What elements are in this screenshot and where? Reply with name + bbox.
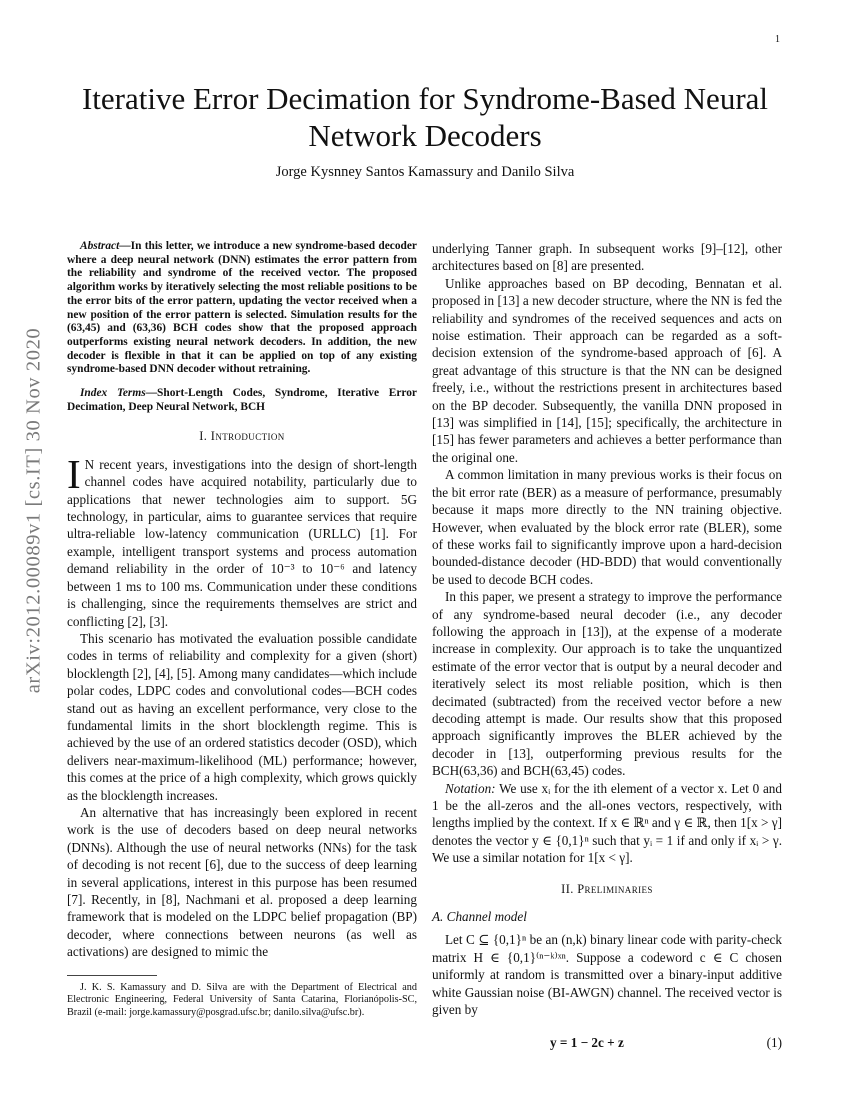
intro-paragraph-1-text: N recent years, investigations into the design of short-length channel codes have acquired notability, particularly due to applications that newer technologies aim to support. 5G technology, in particular, aims to guarantee services that require ultra-reliable low-latency communication (URLLC) [1]. For example, intelligent transport systems and process automation demand reliability in the order of 10⁻³ to 10⁻⁶ and latency between 1 ms to 100 ms. Communication under these conditions is challenging, since the requirements themselves are strict and conflicting [2], [3].: [67, 456, 417, 629]
drop-cap: I: [67, 450, 81, 497]
intro-paragraph-2: This scenario has motivated the evaluation possible candidate codes in terms of reliability and complexity for a given (short) blocklength [2], [4], [5]. Among many candidates—which include polar codes, LDPC codes and convolutional codes—BCH codes stand out as having an excellent performance, very close to the fundamental limits in the short blocklength regime. This is achieved by the use of an ordered statistics decoder (OSD), which delivers near-maximum-likelihood (ML) performance; however, this comes at the price of a high complexity, which grows quickly as the blocklength increases.: [67, 630, 417, 803]
abstract-lead: Abstract: [80, 240, 120, 252]
arxiv-identifier: arXiv:2012.00089v1 [cs.IT] 30 Nov 2020: [22, 327, 45, 693]
right-paragraph-1: underlying Tanner graph. In subsequent works [9]–[12], other architectures based on [8] are presented.: [432, 241, 782, 274]
paper-title: Iterative Error Decimation for Syndrome-Based Neural Network Decoders: [81, 81, 769, 153]
right-paragraph-2: Unlike approaches based on BP decoding, Bennatan et al. proposed in [13] a new decoder structure, where the NN is fed the reliability and syndromes of the received sequences and acts on noise estimation. Their approach can be regarded as a soft-decision extension of the syndrome-based approach of [6]. A great advantage of this structure is that the NN can be designed freely, i.e., without the restrictions present in architectures based on the BP decoder. Subsequently, the vanilla DNN proposed in [13] was simplified in [14], [15]; specifically, the architecture in [15] has fewer parameters and achieves a better performance than the original one.: [432, 275, 782, 465]
index-terms-lead: Index Terms: [80, 387, 146, 400]
notation-lead: Notation:: [445, 780, 496, 796]
section-heading-introduction: I. Introduction: [199, 429, 285, 444]
equation-number: (1): [766, 1035, 782, 1051]
index-terms: [67, 387, 417, 414]
right-paragraph-4: In this paper, we present a strategy to improve the performance of any syndrome-based neural decoder (i.e., any decoder following the approach in [13]), at the expense of a moderate increase in complexity. Our approach is to take the unquantized estimate of the error vector that is output by a neural decoder and iteratively select its most reliable position, which is then decimated (subtracted) from the received vector before a new decoding attempt is made. Our results show that this proposed approach significantly improves the BLER achieved by the decoder in [13], outperforming previous results for the BCH(63,36) and BCH(63,45) codes.: [432, 589, 782, 779]
notation-paragraph: [432, 780, 782, 867]
equation-1: [432, 1034, 782, 1051]
intro-paragraph-3: An alternative that has increasingly been explored in recent work is the use of decoders based on deep neural networks (DNNs). Although the use of neural networks (NNs) for the task of decoding is not recent [6], due to the success of deep learning in several applications, interest in this purpose has been resumed [7]. Recently, in [8], Nachmani et al. proposed a deep learning framework that is modeled on the LDPC belief propagation (BP) decoder, where connections between neurons (as well as activations) are designed to mimic the: [67, 804, 417, 960]
abstract-text: —In this letter, we introduce a new syndrome-based decoder where a deep neural network (DNN) estimates the error pattern from the reliability and syndrome of the received vector. The proposed algorithm works by iteratively selecting the most reliable positions to be the error bits of the error pattern, updating the vector received when a new position of the error pattern is selected. Simulation results for the (63,45) and (63,36) BCH codes show that the proposed approach outperforms existing neural network decoders. In addition, the new decoder is flexible in that it can be applied on top of any existing syndrome-based DNN decoder without retraining.: [67, 240, 417, 376]
page-number: 1: [775, 34, 780, 45]
footnote-divider: [67, 975, 157, 976]
arxiv-sidebar-stamp: [14, 300, 54, 720]
right-column: [432, 240, 782, 1052]
author-list: Jorge Kysnney Santos Kamassury and Danilo Silva: [275, 164, 575, 180]
left-column: [67, 240, 417, 1019]
abstract: [67, 240, 417, 377]
subsection-heading-channel-model: A. Channel model: [432, 909, 527, 925]
channel-model-paragraph: Let C ⊆ {0,1}ⁿ be an (n,k) binary linear code with parity-check matrix H ∈ {0,1}⁽ⁿ⁻ᵏ⁾ˣⁿ. Suppose a codeword c ∈ C chosen uniformly at random is transmitted over a binary-input additive white Gaussian noise (BI-AWGN) channel. The received vector is given by: [432, 932, 782, 1018]
equation-body: y = 1 − 2c + z: [550, 1035, 624, 1051]
right-paragraph-3: A common limitation in many previous works is their focus on the bit error rate (BER) as a measure of performance, presumably because it maps more directly to the NN training objective. However, when evaluated by the block error rate (BLER), some of these works fail to significantly improve upon a hard-decision bounded-distance decoder (HD-BDD) that would conventionally be used to decode BCH codes.: [432, 467, 782, 587]
author-affiliation-footnote: J. K. S. Kamassury and D. Silva are with the Department of Electrical and Electronic Engineering, Federal University of Santa Catarina, Florianópolis-SC, Brazil (e-mail: jorge.kamassury@posgrad.ufsc.br; danilo.silva@ufsc.br).: [67, 981, 417, 1018]
notation-text: We use xᵢ for the ith element of a vector x. Let 0 and 1 be the all-zeros and the all-ones vectors, respectively, with lengths implied by the context. If x ∈ ℝⁿ and γ ∈ ℝ, then 1[x > γ] denotes the vector y ∈ {0,1}ⁿ such that yᵢ = 1 if and only if xᵢ > γ. We use a similar notation for 1[x < γ].: [432, 780, 782, 866]
section-heading-preliminaries: II. Preliminaries: [561, 881, 653, 896]
intro-paragraph-1: [67, 450, 417, 630]
index-terms-text: —Short-Length Codes, Syndrome, Iterative Error Decimation, Deep Neural Network, BCH: [67, 387, 417, 413]
